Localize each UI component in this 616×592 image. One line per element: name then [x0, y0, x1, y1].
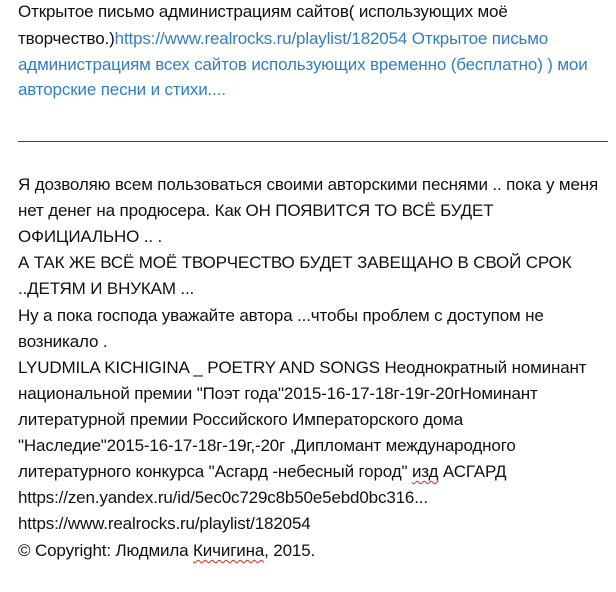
body-line-3: ОФИЦИАЛЬНО .. . — [18, 227, 163, 246]
misspelled-word[interactable]: изд — [411, 462, 439, 481]
body-line-12 — [18, 460, 506, 484]
copyright-text: © Copyright: Людмила — [18, 541, 194, 560]
open-letter-text: творчество.) — [18, 29, 115, 48]
body-line-8: LYUDMILA KICHIGINA _ POETRY AND SONGS Неоднократный номинант — [18, 358, 587, 377]
open-letter-link-line-4[interactable]: авторские песни и стихи.... — [18, 80, 226, 99]
copyright-year: , 2015. — [264, 541, 316, 560]
body-line-9: национальной премии "Поэт года"2015-16-17-18г-19г-20гНоминант — [18, 384, 538, 403]
body-line-7: возникало . — [18, 332, 108, 351]
open-letter-line-1: Открытое письмо администрациям сайтов( использующих моё — [18, 2, 508, 21]
body-line-6: Ну а пока господа уважайте автора ...чтобы проблем с доступом не — [18, 306, 544, 325]
zen-url-text: https://zen.yandex.ru/id/5ec0c729c8b50e5ebd0bc316... — [18, 488, 428, 507]
contest-text: литературного конкурса "Асгард -небесный город" — [18, 462, 412, 481]
body-line-4: А ТАК ЖЕ ВСЁ МОЁ ТВОРЧЕСТВО БУДЕТ ЗАВЕЩАНО В СВОЙ СРОК — [18, 253, 572, 272]
body-line-1: Я дозволяю всем пользоваться своими авторскими песнями .. пока у меня — [18, 175, 599, 194]
separator-line — [18, 141, 608, 142]
body-line-2: нет денег на продюсера. Как ОН ПОЯВИТСЯ ТО ВСЁ БУДЕТ — [18, 201, 494, 220]
open-letter-link-line-3[interactable]: администрациям всех сайтов использующих временно (бесплатно) ) мои — [18, 55, 588, 74]
body-line-11: "Наследие"2015-16-17-18г-19г,-20г ,Дипломант международного — [18, 436, 516, 455]
realrocks-url-text: https://www.realrocks.ru/playlist/182054 — [18, 514, 311, 533]
copyright-line — [18, 539, 315, 563]
open-letter-link[interactable]: https://www.realrocks.ru/playlist/182054 Открытое письмо — [114, 29, 549, 48]
author-surname[interactable]: Кичигина — [193, 541, 265, 560]
body-line-5: ..ДЕТЯМ И ВНУКАМ ... — [18, 279, 195, 298]
publisher-text: АСГАРД — [438, 462, 507, 481]
open-letter-line-2 — [18, 27, 548, 51]
body-line-10: литературной премии Российского Императорского дома — [18, 410, 464, 429]
